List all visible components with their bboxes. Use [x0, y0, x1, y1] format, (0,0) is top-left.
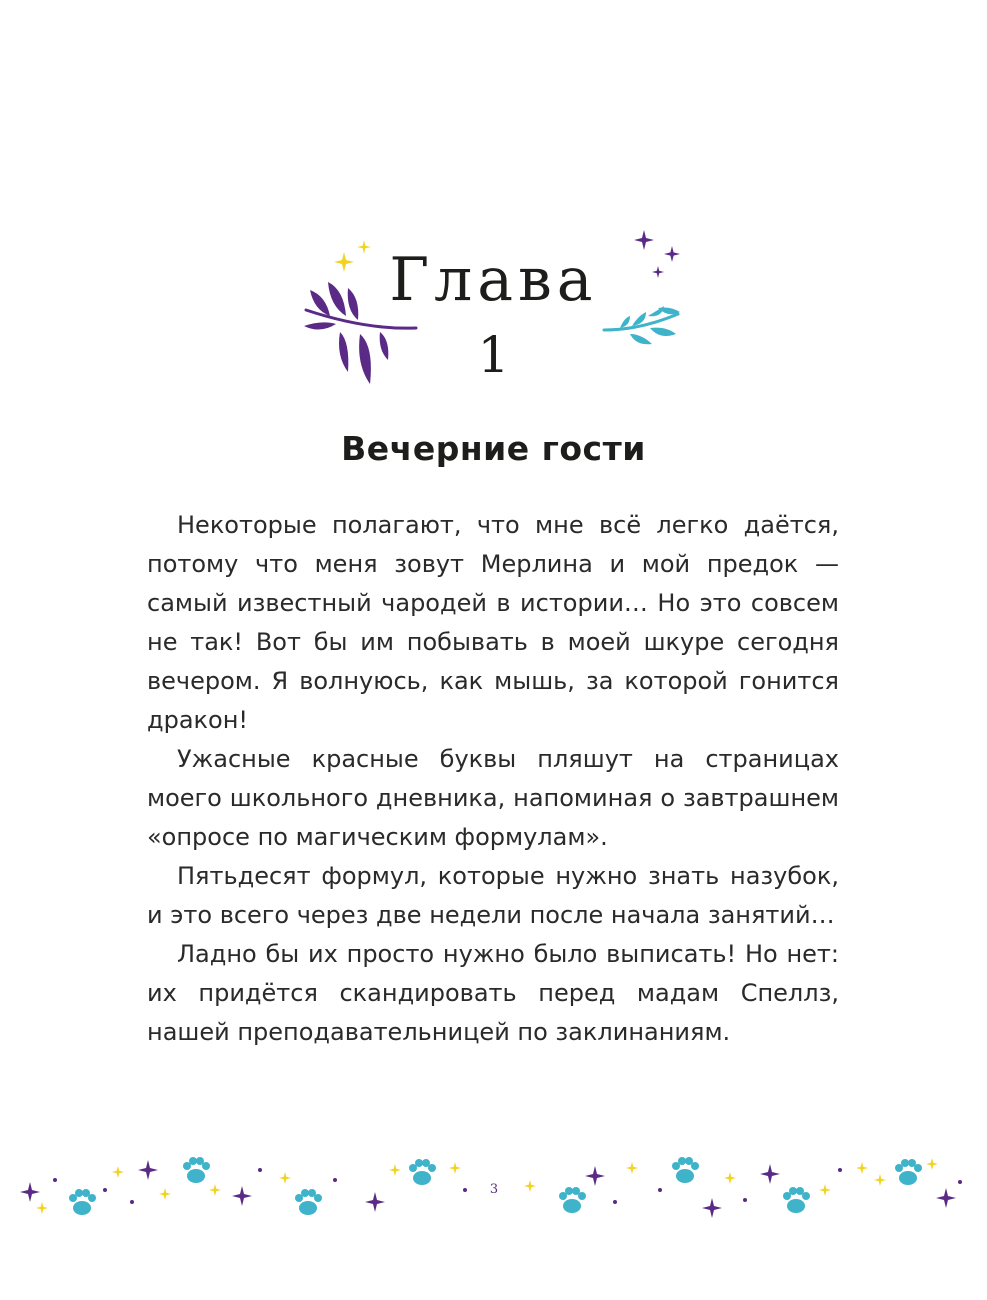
paragraph: Пятьдесят формул, которые нужно знать назубок, и это всего через две недели после начала занятий… — [147, 862, 839, 929]
chapter-number: 1 — [477, 326, 510, 384]
body-text — [147, 506, 839, 1052]
paragraph: Некоторые полагают, что мне всё легко даётся, потому что меня зовут Мерлина и мой предок — самый известный чародей в истории… Но это совсем не так! Вот бы им побывать в моей шкуре сегодня вечером. Я волнуюсь, как мышь, за которой гонится дракон! — [147, 511, 839, 734]
page-number: 3 — [489, 1182, 499, 1197]
chapter-title: Вечерние гости — [341, 429, 646, 468]
chapter-label: Глава — [389, 245, 598, 315]
chapter-header — [0, 220, 987, 400]
paragraph: Ладно бы их просто нужно было выписать! Но нет: их придётся скандировать перед мадам Спеллз, нашей преподавательницей по заклинаниям. — [147, 940, 839, 1046]
paragraph: Ужасные красные буквы пляшут на страницах моего школьного дневника, напоминая о завтрашнем «опросе по магическим формулам». — [147, 745, 839, 851]
